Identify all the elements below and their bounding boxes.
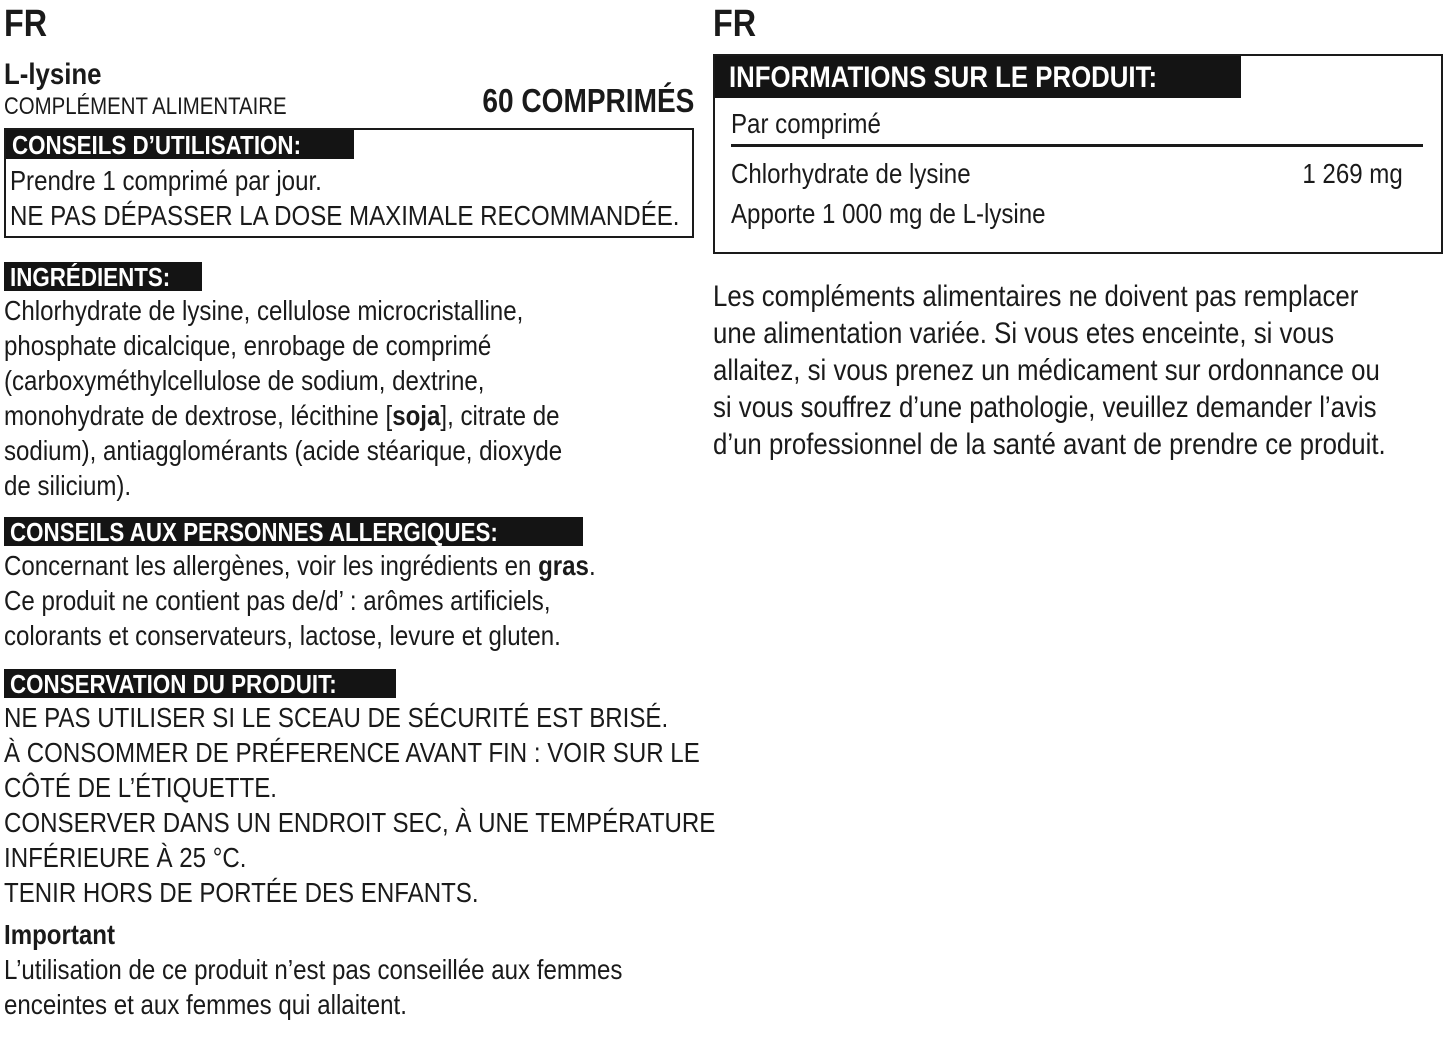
important-title: Important [4, 919, 116, 950]
right-column [713, 0, 1443, 463]
usage-heading: CONSEILS D’UTILISATION: [6, 130, 354, 159]
allergy-line: Ce produit ne contient pas de/d’ : arômes artificiels, [4, 585, 551, 616]
allergy-text [4, 548, 694, 653]
ingredients-heading: INGRÉDIENTS: [4, 262, 202, 291]
per-tablet-label: Par comprimé [731, 108, 881, 139]
disclaimer-line: allaitez, si vous prenez un médicament sur ordonnance ou [713, 354, 1380, 387]
important-line: L’utilisation de ce produit n’est pas conseillée aux femmes [4, 954, 623, 985]
disclaimer-line: une alimentation variée. Si vous etes enceinte, si vous [713, 317, 1335, 350]
ingredients-line: (carboxyméthylcellulose de sodium, dextrine, [4, 365, 485, 396]
allergy-line: Concernant les allergènes, voir les ingrédients en gras. [4, 550, 596, 581]
nutrient-name: Chlorhydrate de lysine [731, 158, 971, 189]
allergy-heading: CONSEILS AUX PERSONNES ALLERGIQUES: [4, 517, 583, 546]
storage-line: TENIR HORS DE PORTÉE DES ENFANTS. [4, 877, 479, 908]
tablet-count: 60 COMPRIMÉS [482, 82, 694, 119]
left-column [4, 0, 716, 1022]
storage-line: À CONSOMMER DE PRÉFERENCE AVANT FIN : VOIR SUR LE [4, 737, 700, 768]
nutrient-equivalent: Apporte 1 000 mg de L-lysine [731, 198, 1046, 229]
ingredients-line: phosphate dicalcique, enrobage de comprimé [4, 330, 492, 361]
storage-line: NE PAS UTILISER SI LE SCEAU DE SÉCURITÉ EST BRISÉ. [4, 702, 669, 733]
allergen-soja: soja [392, 400, 441, 431]
ingredients-line: de silicium). [4, 470, 132, 501]
disclaimer [713, 278, 1440, 463]
storage-heading: CONSERVATION DU PRODUIT: [4, 669, 396, 698]
ingredients-line: Chlorhydrate de lysine, cellulose microcristalline, [4, 295, 524, 326]
nutrient-row [731, 156, 1403, 191]
ingredients-line: sodium), antiagglomérants (acide stéarique, dioxyde [4, 435, 563, 466]
storage-line: INFÉRIEURE À 25 °C. [4, 842, 247, 873]
disclaimer-line: d’un professionnel de la santé avant de prendre ce produit. [713, 428, 1386, 461]
nutrient-amount: 1 269 mg [1302, 158, 1403, 189]
usage-warning: NE PAS DÉPASSER LA DOSE MAXIMALE RECOMMANDÉE. [10, 200, 680, 231]
ingredients-text [4, 293, 694, 503]
product-info-heading: INFORMATIONS SUR LE PRODUIT: [715, 56, 1241, 98]
divider [731, 144, 1423, 147]
product-name: L-lysine [4, 58, 102, 91]
disclaimer-line: si vous souffrez d’une pathologie, veuillez demander l’avis [713, 391, 1377, 424]
usage-text [10, 163, 789, 233]
ingredients-section [4, 262, 694, 503]
subtitle-row [4, 82, 694, 126]
storage-text [4, 700, 716, 910]
allergy-line: colorants et conservateurs, lactose, levure et gluten. [4, 620, 561, 651]
usage-box [4, 128, 694, 238]
allergy-section [4, 517, 694, 653]
language-code: FR [4, 3, 48, 45]
ingredients-line: monohydrate de dextrose, lécithine [soja], citrate de [4, 400, 560, 431]
usage-line: Prendre 1 comprimé par jour. [10, 165, 322, 196]
storage-line: CÔTÉ DE L’ÉTIQUETTE. [4, 772, 277, 803]
product-info-box [713, 54, 1443, 254]
storage-section [4, 669, 716, 910]
disclaimer-line: Les compléments alimentaires ne doivent pas remplacer [713, 280, 1359, 313]
important-text [4, 952, 694, 1022]
important-line: enceintes et aux femmes qui allaitent. [4, 989, 407, 1020]
product-category: COMPLÉMENT ALIMENTAIRE [4, 93, 287, 120]
storage-line: CONSERVER DANS UN ENDROIT SEC, À UNE TEMPÉRATURE [4, 807, 716, 838]
language-code: FR [713, 3, 757, 45]
